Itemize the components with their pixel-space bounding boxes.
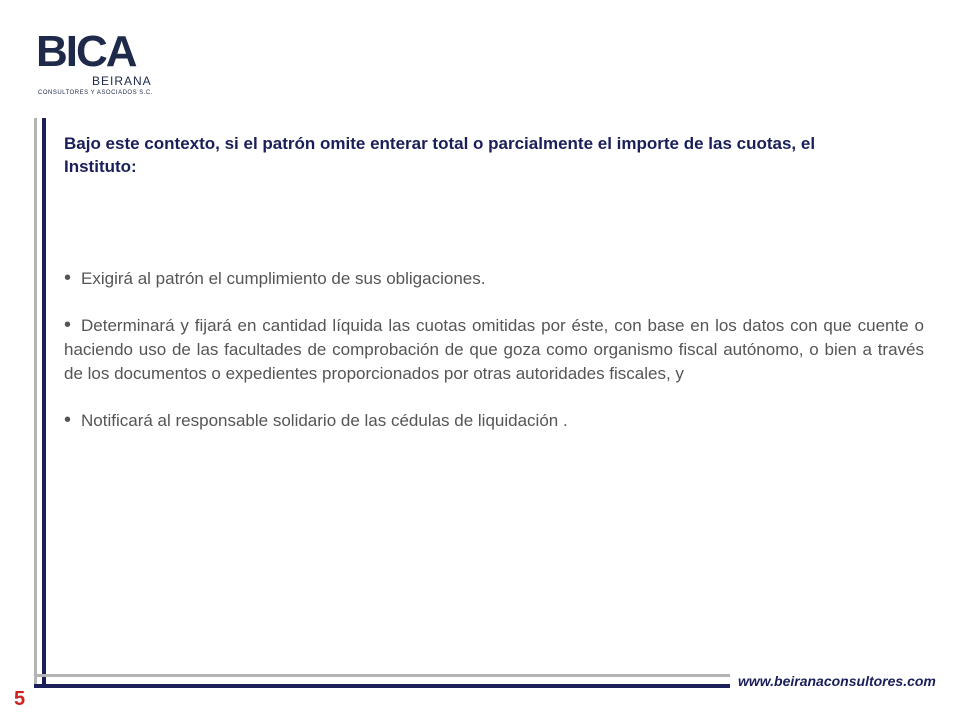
logo-mark: BICA	[36, 27, 136, 76]
page-number: 5	[14, 688, 26, 710]
bullet-item	[64, 313, 924, 386]
bullet-icon: •	[64, 314, 72, 336]
bullet-icon: •	[64, 409, 72, 431]
website-link[interactable]: www.beiranaconsultores.com	[738, 673, 936, 689]
bullet-item	[64, 408, 924, 433]
frame-vertical-line	[34, 118, 46, 688]
company-logo	[36, 27, 166, 102]
logo-name: BEIRANA	[92, 74, 152, 88]
bullet-list	[64, 266, 924, 455]
slide-heading: Bajo este contexto, si el patrón omite enterar total o parcialmente el importe de las cuotas, el Instituto:	[64, 134, 816, 176]
frame-horizontal-line	[34, 674, 730, 688]
bullet-text: Notificará al responsable solidario de las cédulas de liquidación .	[81, 411, 568, 430]
bullet-item	[64, 266, 924, 291]
logo-tagline: CONSULTORES Y ASOCIADOS S.C.	[38, 90, 153, 96]
bullet-text: Determinará y fijará en cantidad líquida las cuotas omitidas por éste, con base en los datos con que cuente o haciendo uso de las facultades de comprobación de que goza como organismo fiscal autónomo, o bien a través de los documentos o expedientes proporcionados por otras autoridades fiscales, y	[64, 316, 924, 383]
bullet-icon: •	[64, 267, 72, 289]
bullet-text: Exigirá al patrón el cumplimiento de sus obligaciones.	[81, 269, 486, 288]
